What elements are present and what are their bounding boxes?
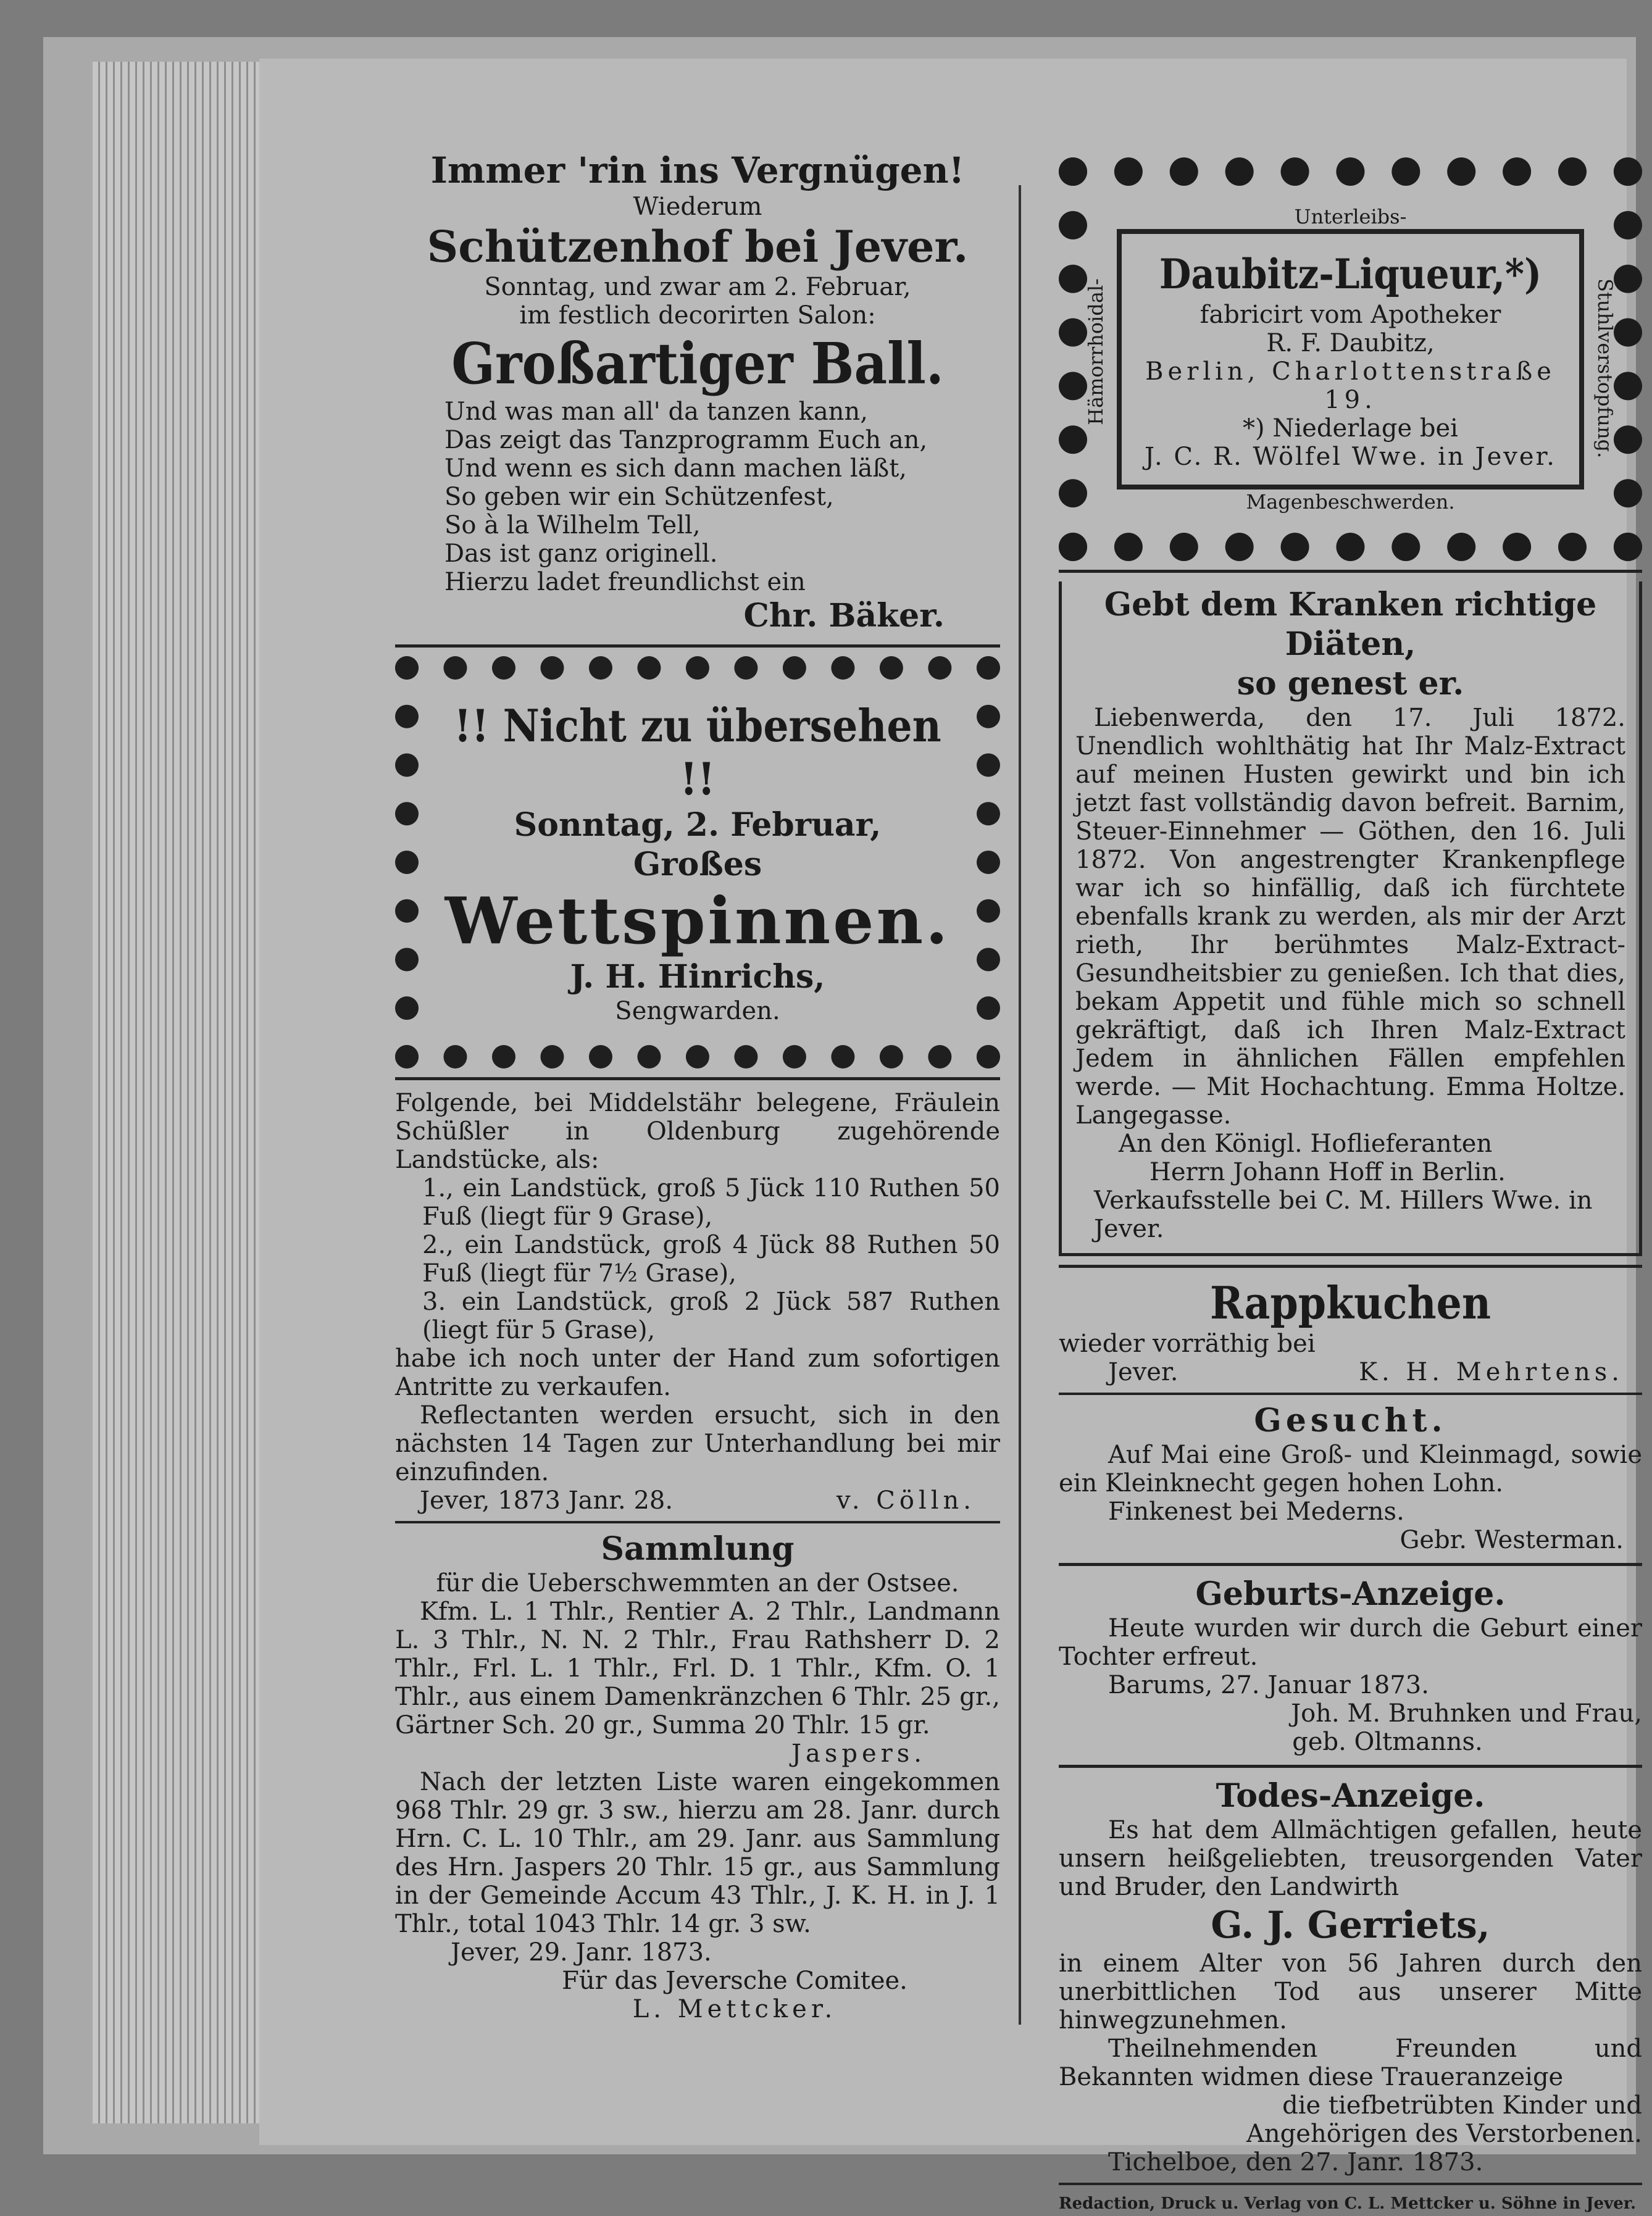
column-divider bbox=[1019, 185, 1021, 2025]
poem-line: So geben wir ein Schützenfest, bbox=[444, 483, 834, 511]
collection-signature: L. Mettcker. bbox=[632, 1995, 837, 2023]
land-body2: Reflectanten werden ersucht, sich in den nächsten 14 Tagen zur Unterhandlung bei mir einzufinden. bbox=[395, 1401, 1000, 1486]
liqueur-inner-frame bbox=[1117, 229, 1584, 489]
malt-head2: so genest er. bbox=[1237, 665, 1464, 702]
separator bbox=[1059, 2183, 1642, 2185]
death-body3: Theilnehmenden Freunden und Bekannten widmen diese Traueranzeige bbox=[1059, 2035, 1642, 2091]
collection-committee: Für das Jeversche Comitee. bbox=[562, 1967, 907, 1995]
rapp-title: Rappkuchen bbox=[1210, 1277, 1491, 1329]
liqueur-l3: Berlin, Charlottenstraße 19. bbox=[1145, 357, 1556, 414]
collection-body2: Nach der letzten Liste waren eingekommen 968 Thlr. 29 gr. 3 sw., hierzu am 28. Janr. durch Hrn. C. L. 10 Thlr., am 29. Janr. aus Sammlung des Hrn. Jaspers 20 Thlr. 15 gr., aus Sammlung in der Gemeinde Accum 43 Thlr., J. K. H. in J. 1 Thlr., total 1043 Thlr. 14 gr. 3 sw. bbox=[395, 1768, 1000, 1938]
right-column bbox=[1059, 157, 1642, 2216]
rapp-l1: wieder vorräthig bei bbox=[1059, 1330, 1316, 1358]
death-place-date: Tichelboe, den 27. Janr. 1873. bbox=[1108, 2148, 1483, 2176]
ad-wanted bbox=[1059, 1401, 1642, 1554]
wanted-place: Finkenest bei Mederns. bbox=[1108, 1497, 1404, 1526]
liqueur-left-side: Hämorrhoidal- bbox=[1084, 278, 1108, 425]
ball-headline: Immer 'rin ins Vergnügen! bbox=[430, 149, 965, 191]
ball-event: Großartiger Ball. bbox=[451, 330, 944, 397]
poem-line: Das ist ganz originell. bbox=[444, 539, 718, 568]
spinning-place: Sengwarden. bbox=[615, 997, 780, 1025]
death-title: Todes-Anzeige. bbox=[1216, 1777, 1485, 1815]
ad-spinning bbox=[395, 656, 1000, 1068]
liqueur-top: Unterleibs- bbox=[1294, 205, 1407, 228]
liqueur-l1: fabricirt vom Apotheker bbox=[1199, 301, 1501, 329]
birth-place-date: Barums, 27. Januar 1873. bbox=[1108, 1671, 1429, 1699]
separator bbox=[1059, 1765, 1642, 1768]
malt-to2: Herrn Johann Hoff in Berlin. bbox=[1149, 1158, 1506, 1186]
liqueur-name: Daubitz-Liqueur,*) bbox=[1159, 250, 1542, 298]
malt-body: Liebenwerda, den 17. Juli 1872. Unendlich wohlthätig hat Ihr Malz-Extract auf meinen Husten gewirkt und bin ich jetzt fast vollständig davon befreit. Barnim, Steuer-Einnehmer — Göthen, den 16. Juli 1872. Von angestrengter Krankenpflege war ich so hinfällig, daß ich fürchtete ebenfalls krank zu werden, als mir der Arzt rieth, Ihr berühmtes Malz-Extract-Gesundheitsbier zu genießen. Ich that dies, bekam Appetit und fühle mich so schnell gekräftigt, daß ich Ihren Malz-Extract Jedem in ähnlichen Fällen empfehlen werde. — Mit Hochachtung. Emma Holtze. Langegasse. bbox=[1075, 704, 1625, 1130]
birth-sig2: geb. Oltmanns. bbox=[1292, 1728, 1483, 1756]
poem-line: Hierzu ladet freundlichst ein bbox=[444, 568, 806, 596]
wanted-title: Gesucht. bbox=[1254, 1402, 1447, 1439]
ball-room: im festlich decorirten Salon: bbox=[519, 301, 876, 330]
land-item: 1., ein Landstück, groß 5 Jück 110 Ruthen 50 Fuß (liegt für 9 Grase), bbox=[422, 1174, 1000, 1231]
death-body2: in einem Alter von 56 Jahren durch den unerbittlichen Tod aus unserer Mitte hinwegzunehmen. bbox=[1059, 1949, 1642, 2035]
ad-birth bbox=[1059, 1575, 1642, 1756]
land-body: habe ich noch unter der Hand zum sofortigen Antritte zu verkaufen. bbox=[395, 1344, 1000, 1401]
malt-to1: An den Königl. Hoflieferanten bbox=[1119, 1130, 1493, 1158]
land-place-date: Jever, 1873 Janr. 28. bbox=[420, 1486, 674, 1515]
left-column bbox=[395, 148, 1000, 2023]
imprint: Redaction, Druck u. Verlag von C. L. Mettcker u. Söhne in Jever. bbox=[1059, 2194, 1637, 2213]
liqueur-bottom: Magenbeschwerden. bbox=[1246, 490, 1455, 514]
malt-sale: Verkaufsstelle bei C. M. Hillers Wwe. in Jever. bbox=[1094, 1186, 1593, 1243]
land-item: 3. ein Landstück, groß 2 Jück 587 Ruthen (liegt für 5 Grase), bbox=[422, 1288, 1000, 1344]
death-name: G. J. Gerriets, bbox=[1211, 1904, 1490, 1947]
poem-line: Und wenn es sich dann machen läßt, bbox=[444, 454, 907, 483]
spinning-date: Sonntag, 2. Februar, bbox=[514, 806, 882, 844]
poem-line: Das zeigt das Tanzprogramm Euch an, bbox=[444, 426, 928, 454]
ball-sub: Wiederum bbox=[633, 193, 762, 221]
birth-title: Geburts-Anzeige. bbox=[1195, 1575, 1506, 1613]
page-edges bbox=[93, 62, 278, 2123]
collection-title: Sammlung bbox=[601, 1530, 795, 1568]
death-body: Es hat dem Allmächtigen gefallen, heute unsern heißgeliebten, treusorgenden Vater und Bruder, den Landwirth bbox=[1059, 1816, 1642, 1901]
poem-line: So à la Wilhelm Tell, bbox=[444, 511, 701, 539]
collection-place-date: Jever, 29. Janr. 1873. bbox=[451, 1938, 712, 1967]
liqueur-l4: *) Niederlage bei bbox=[1243, 414, 1458, 443]
ad-malt bbox=[1059, 581, 1642, 1256]
liqueur-l2: R. F. Daubitz, bbox=[1266, 329, 1435, 357]
ad-collection bbox=[395, 1530, 1000, 2023]
ball-signature: Chr. Bäker. bbox=[743, 597, 945, 635]
ball-poem bbox=[395, 398, 1000, 596]
collection-sig1: Jaspers. bbox=[791, 1739, 926, 1768]
ad-land bbox=[395, 1089, 1000, 1515]
spinning-adj: Großes bbox=[633, 846, 762, 883]
poem-line: Und was man all' da tanzen kann, bbox=[444, 398, 868, 426]
collection-body: Kfm. L. 1 Thlr., Rentier A. 2 Thlr., Landmann L. 3 Thlr., N. N. 2 Thlr., Frau Rathsherr D. 2 Thlr., Frl. L. 1 Thlr., Frl. D. 1 Thlr., Kfm. O. 1 Thlr., aus einem Damenkränzchen 6 Thlr. 25 gr., Gärtner Sch. 20 gr., Summa 20 Thlr. 15 gr. bbox=[395, 1597, 1000, 1739]
separator bbox=[395, 1077, 1000, 1080]
death-sig2: Angehörigen des Verstorbenen. bbox=[1246, 2120, 1642, 2148]
separator bbox=[1059, 1393, 1642, 1395]
separator bbox=[395, 644, 1000, 648]
wanted-body: Auf Mai eine Groß- und Kleinmagd, sowie ein Kleinknecht gegen hohen Lohn. bbox=[1059, 1441, 1642, 1497]
rapp-name: K. H. Mehrtens. bbox=[1359, 1358, 1624, 1386]
separator bbox=[395, 1521, 1000, 1523]
ad-rapp bbox=[1059, 1277, 1642, 1386]
rapp-footer bbox=[1059, 1358, 1642, 1386]
liqueur-right-side: Stuhlverstopfung. bbox=[1593, 278, 1617, 459]
malt-head1: Gebt dem Kranken richtige Diäten, bbox=[1104, 586, 1597, 663]
collection-sub: für die Ueberschwemmten an der Ostsee. bbox=[436, 1569, 959, 1597]
separator bbox=[1059, 570, 1642, 573]
land-signature: v. Cölln. bbox=[836, 1486, 975, 1515]
land-intro: Folgende, bei Middelstähr belegene, Fräulein Schüßler in Oldenburg zugehörende Landstücke, als: bbox=[395, 1089, 1000, 1174]
ad-death bbox=[1059, 1777, 1642, 2176]
land-item: 2., ein Landstück, groß 4 Jück 88 Ruthen 50 Fuß (liegt für 7½ Grase), bbox=[422, 1231, 1000, 1288]
spinning-headline: !! Nicht zu übersehen !! bbox=[454, 699, 941, 805]
wanted-signature: Gebr. Westerman. bbox=[1400, 1526, 1624, 1554]
spinning-event: Wettspinnen. bbox=[444, 883, 951, 959]
birth-body: Heute wurden wir durch die Geburt einer Tochter erfreut. bbox=[1059, 1614, 1642, 1671]
spinning-host: J. H. Hinrichs, bbox=[570, 958, 825, 996]
land-footer bbox=[395, 1486, 1000, 1515]
ball-venue: Schützenhof bei Jever. bbox=[427, 221, 969, 272]
separator bbox=[1059, 1563, 1642, 1566]
rapp-place: Jever. bbox=[1108, 1358, 1179, 1386]
separator bbox=[1059, 1265, 1642, 1268]
ad-liqueur bbox=[1059, 157, 1642, 561]
birth-sig1: Joh. M. Bruhnken und Frau, bbox=[1291, 1699, 1642, 1728]
ball-date: Sonntag, und zwar am 2. Februar, bbox=[484, 273, 911, 301]
liqueur-l5: J. C. R. Wölfel Wwe. in Jever. bbox=[1145, 443, 1556, 471]
death-sig1: die tiefbetrübten Kinder und bbox=[1282, 2091, 1642, 2120]
ad-ball bbox=[395, 148, 1000, 636]
